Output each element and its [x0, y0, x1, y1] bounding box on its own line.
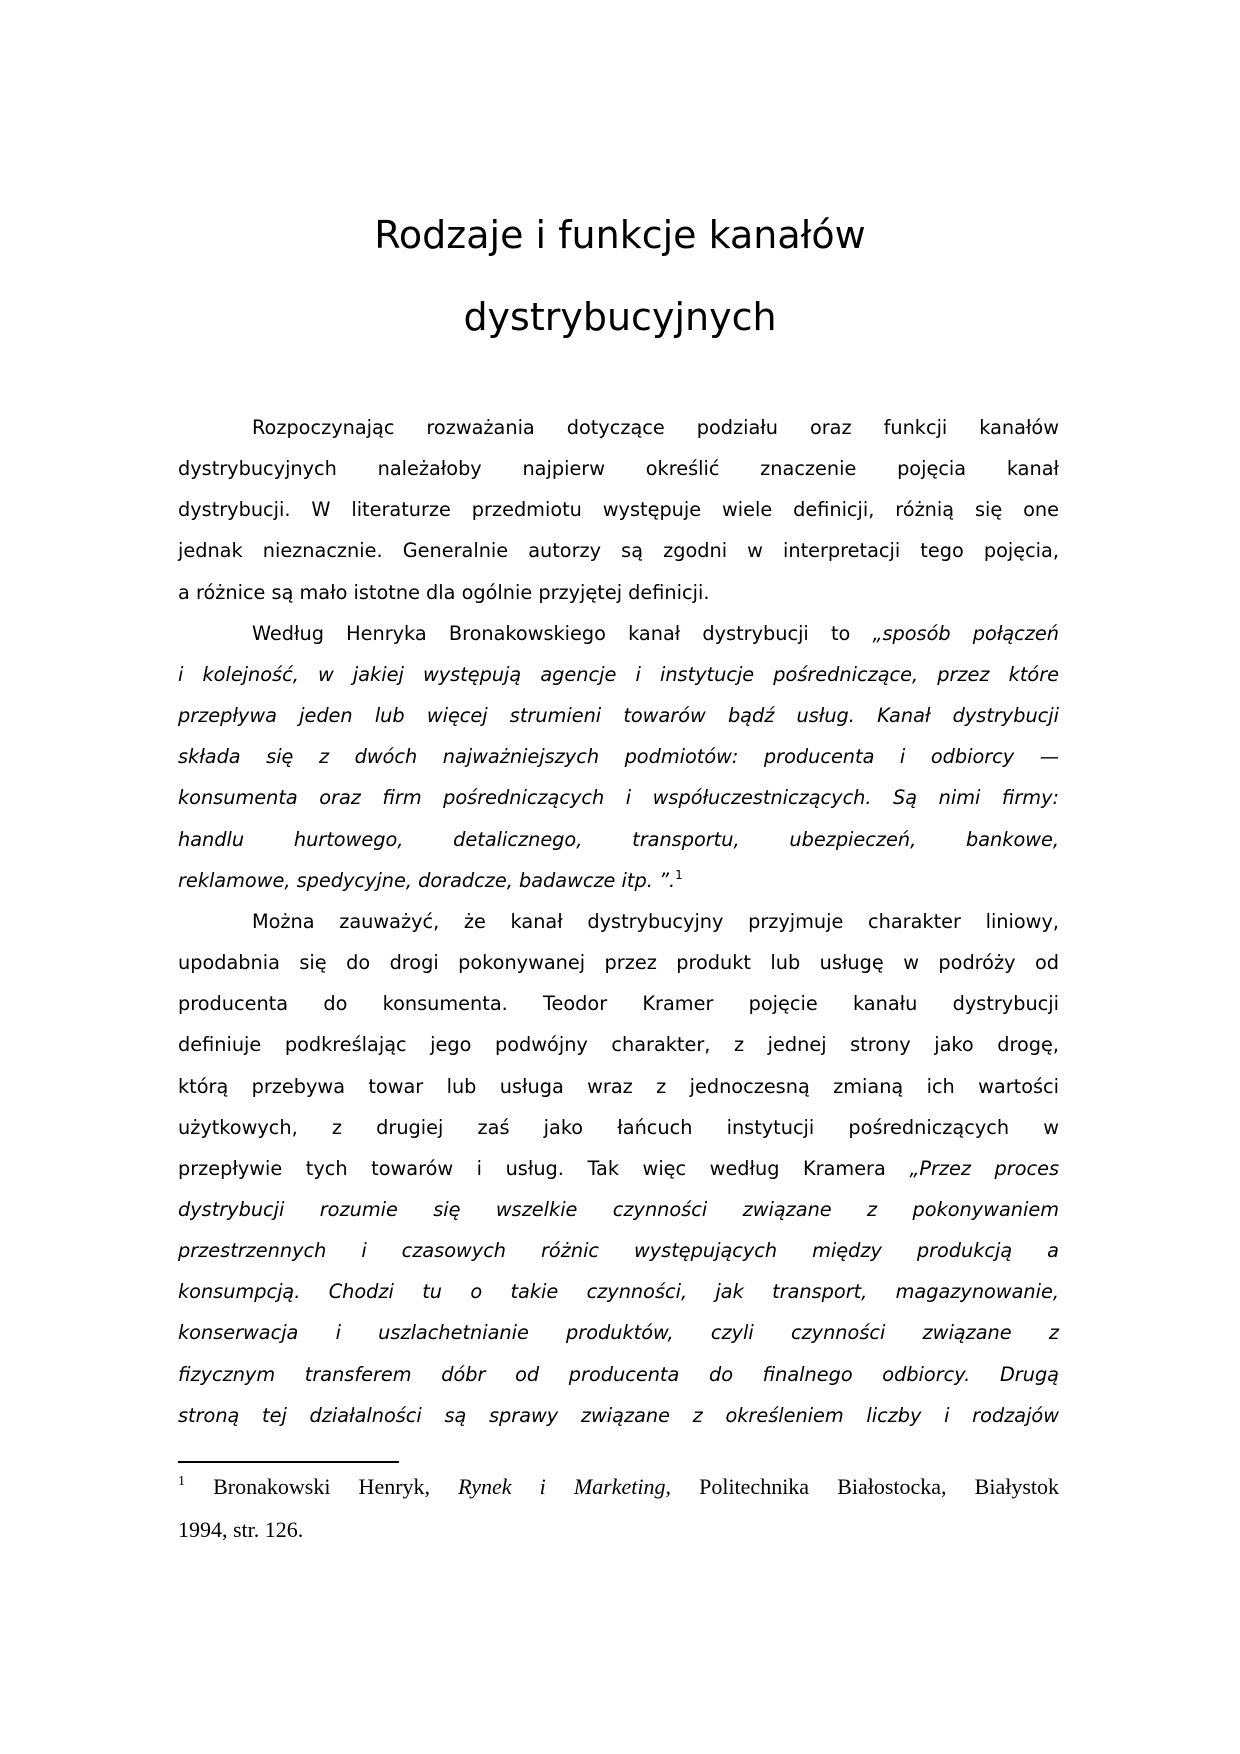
- quote-text: reklamowe, spedycyjne, doradcze, badawcze itp. ”.: [178, 868, 676, 892]
- quote-text: przestrzennych i czasowych różnic występujących między produkcją a: [178, 1239, 1059, 1263]
- text-segment: Rozpoczynając rozważania dotyczące podziału oraz funkcji kanałów: [252, 416, 1059, 439]
- text-segment: producenta do konsumenta. Teodor Kramer pojęcie kanału dystrybucji: [178, 992, 1059, 1016]
- footnote-mark: 1: [178, 1474, 185, 1489]
- text-segment: jednak nieznacznie. Generalnie autorzy są zgodni w interpretacji tego pojęcia,: [178, 539, 1059, 563]
- text-line: [178, 1107, 1059, 1148]
- quote-text: dystrybucji rozumie się wszelkie czynności związane z pokonywaniem: [178, 1197, 1059, 1221]
- quote-text: przepływa jeden lub więcej strumieni towarów bądź usług. Kanał dystrybucji: [178, 704, 1059, 728]
- text-line: [178, 901, 1059, 942]
- footnote-text: Bronakowski Henryk,: [185, 1474, 459, 1499]
- document-title: [0, 194, 1240, 358]
- footnote-text: , Politechnika Białostocka, Białystok: [665, 1474, 1060, 1499]
- text-line: [178, 489, 1059, 530]
- footnote-book-title: Rynek i Marketing: [458, 1474, 666, 1499]
- text-line: [178, 819, 1059, 860]
- text-segment: definiuje podkreślając jego podwójny charakter, z jednej strony jako drogę,: [178, 1033, 1059, 1057]
- footnote-line: 1994, str. 126.: [178, 1517, 304, 1542]
- text-segment: przepływie tych towarów i usług. Tak więc według Kramera: [178, 1156, 910, 1180]
- text-line: [178, 1354, 1059, 1395]
- quote-text: konsumenta oraz firm pośredniczących i współuczestniczących. Są nimi firmy:: [178, 786, 1059, 810]
- quote-text: fizycznym transferem dóbr od producenta do finalnego odbiorcy. Drugą: [178, 1362, 1059, 1386]
- text-line: [178, 1395, 1059, 1436]
- text-line: [178, 1189, 1059, 1230]
- body-text: [178, 407, 1059, 1436]
- text-line: [178, 1312, 1059, 1353]
- quote-text: i kolejność, w jakiej występują agencje i instytucje pośredniczące, przez które: [178, 662, 1059, 686]
- quote-text: „Przez proces: [909, 1156, 1059, 1180]
- quote-text: handlu hurtowego, detalicznego, transportu, ubezpieczeń, bankowe,: [178, 827, 1059, 851]
- text-line: [178, 777, 1059, 818]
- text-segment: którą przebywa towar lub usługa wraz z jednoczesną zmianą ich wartości: [178, 1074, 1059, 1098]
- quote-text: konserwacja i uszlachetnianie produktów, czyli czynności związane z: [178, 1321, 1059, 1345]
- text-line: [178, 613, 1059, 654]
- text-line: [178, 407, 1059, 448]
- quote-text: „sposób połączeń: [872, 621, 1059, 645]
- text-line: [178, 1230, 1059, 1271]
- text-segment: użytkowych, z drugiej zaś jako łańcuch instytucji pośredniczących w: [178, 1115, 1059, 1139]
- quote-text: konsumpcją. Chodzi tu o takie czynności, jak transport, magazynowanie,: [178, 1280, 1059, 1304]
- text-segment: Według Henryka Bronakowskiego kanał dystrybucji to: [252, 621, 873, 645]
- text-line: [178, 530, 1059, 571]
- text-segment: dystrybucyjnych należałoby najpierw określić znaczenie pojęcia kanał: [178, 457, 1059, 481]
- title-line: Rodzaje i funkcje kanałów: [374, 213, 866, 257]
- text-segment: a różnice są mało istotne dla ogólnie przyjętej definicji.: [178, 580, 710, 604]
- footnote-reference[interactable]: 1: [675, 867, 683, 882]
- quote-text: składa się z dwóch najważniejszych podmiotów: producenta i odbiorcy —: [178, 745, 1059, 769]
- text-line: [178, 572, 1059, 613]
- footnote-separator: [178, 1461, 399, 1463]
- text-line: [178, 942, 1059, 983]
- footnote-line: [178, 1465, 1059, 1508]
- quote-text: stroną tej działalności są sprawy związane z określeniem liczby i rodzajów: [178, 1403, 1059, 1427]
- text-segment: upodabnia się do drogi pokonywanej przez produkt lub usługę w podróży od: [178, 951, 1059, 975]
- text-line: [178, 736, 1059, 777]
- text-line: [178, 1271, 1059, 1312]
- text-line: [178, 654, 1059, 695]
- text-segment: dystrybucji. W literaturze przedmiotu występuje wiele definicji, różnią się one: [178, 498, 1059, 522]
- text-line: [178, 695, 1059, 736]
- text-line: [178, 983, 1059, 1024]
- text-segment: Można zauważyć, że kanał dystrybucyjny przyjmuje charakter liniowy,: [252, 909, 1059, 933]
- text-line: [178, 448, 1059, 489]
- text-line: [178, 1066, 1059, 1107]
- text-line: [178, 860, 1059, 901]
- text-line: [178, 1148, 1059, 1189]
- footnote: [178, 1465, 1059, 1551]
- title-line: dystrybucyjnych: [463, 295, 777, 339]
- text-line: [178, 1024, 1059, 1065]
